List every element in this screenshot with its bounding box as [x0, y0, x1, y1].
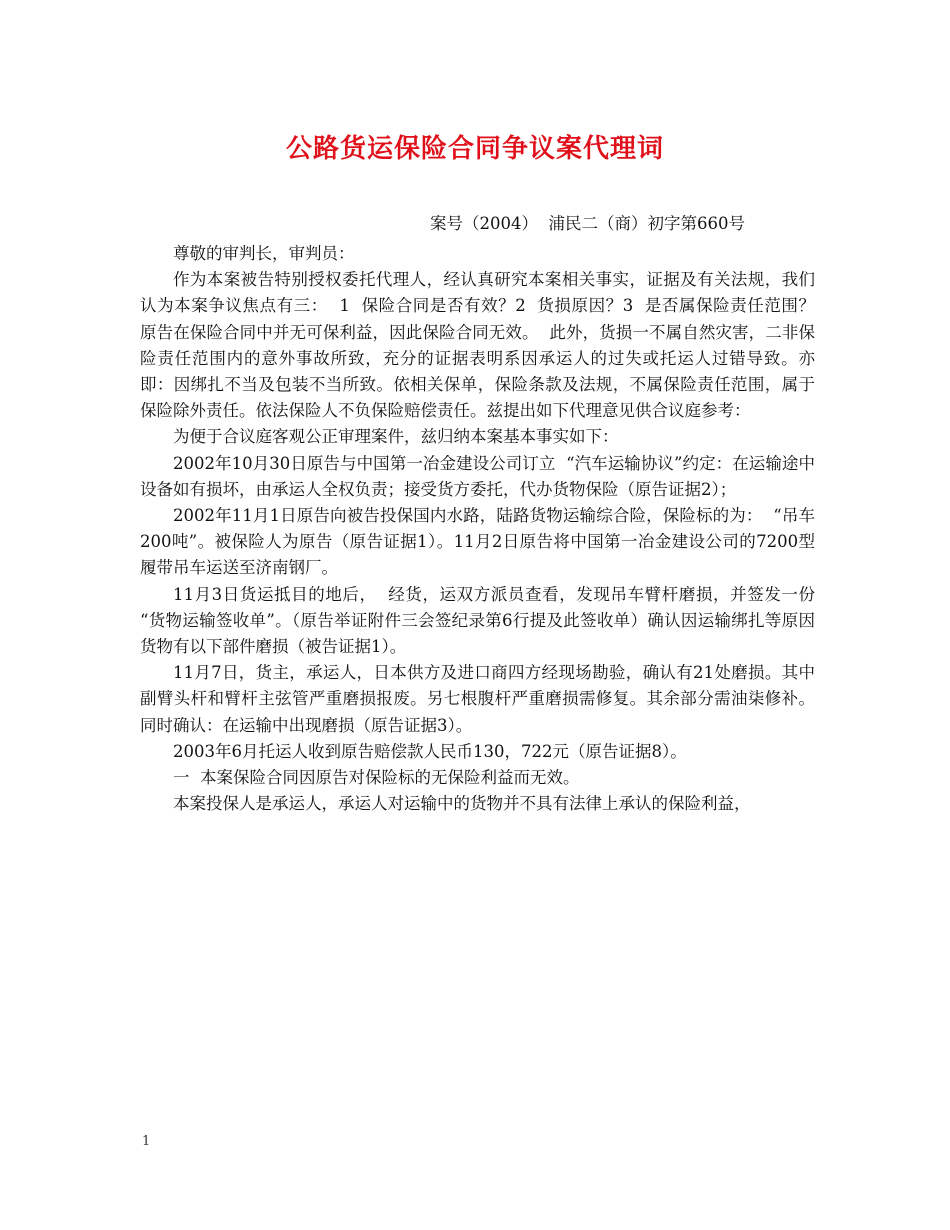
paragraph-intro: 作为本案被告特别授权委托代理人，经认真研究本案相关事实，证据及有关法规，我们认为本案争议焦点有三： 1 保险合同是否有效？2 货损原因？3 是否属保险责任范围？ 原告在保险合同中并无可保利益，因此保险合同无效。 此外，货损一不属自然灾害，二非保险责任范围内的意外事故所致，充分的证据表明系因承运人的过失或托运人过错导致。亦即：因绑扎不当及包装不当所致。依相关保单，保险条款及法规，不属保险责任范围，属于保险除外责任。依法保险人不负保险赔偿责任。兹提出如下代理意见供合议庭参考： — [140, 270, 826, 421]
salutation: 尊敬的审判长，审判员： — [173, 244, 355, 263]
paragraph-fact-2: 2002年11月1日原告向被告投保国内水路，陆路货物运输综合险，保险标的为： “吊车200吨”。被保险人为原告（原告证据1）。11月2日原告将中国第一冶金建设公司的7200型履带吊车运送至济南钢厂。 — [140, 506, 815, 578]
paragraph-fact-4: 11月7日，货主，承运人，日本供方及进口商四方经现场勘验，确认有21处磨损。其中副臂头杆和臂杆主弦管严重磨损报废。另七根腹杆严重磨损需修复。其余部分需油柒修补。同时确认：在运输中出现磨损（原告证据3）。 — [140, 663, 815, 735]
document-body — [140, 241, 826, 817]
section-heading-1: 一 本案保险合同因原告对保险标的无保险利益而无效。 — [173, 768, 580, 788]
document-title: 公路货运保险合同争议案代理词 — [285, 134, 664, 164]
paragraph-fact-3: 11月3日货运抵目的地后， 经货，运双方派员查看，发现吊车臂杆磨损，并签发一份 “货物运输签收单”。（原告举证附件三会签纪录第6行提及此签收单）确认因运输绑扎等原因货物有以下部件磨损（被告证据1）。 — [140, 584, 826, 657]
paragraph-fact-1: 2002年10月30日原告与中国第一冶金建设公司订立 “汽车运输协议”约定：在运输途中设备如有损坏，由承运人全权负责；接受货方委托，代办货物保险（原告证据2）； — [140, 453, 815, 499]
paragraph-fact-5: 2003年6月托运人收到原告赔偿款人民币130，722元（原告证据8）。 — [173, 741, 687, 761]
case-number: 案号（2004） 浦民二（商）初字第660号 — [430, 214, 745, 233]
paragraph-section-1: 本案投保人是承运人，承运人对运输中的货物并不具有法律上承认的保险利益， — [173, 794, 751, 814]
paragraph-facts-heading: 为便于合议庭客观公正审理案件，兹归纳本案基本事实如下： — [173, 427, 619, 447]
page-number: 1 — [142, 1134, 151, 1149]
